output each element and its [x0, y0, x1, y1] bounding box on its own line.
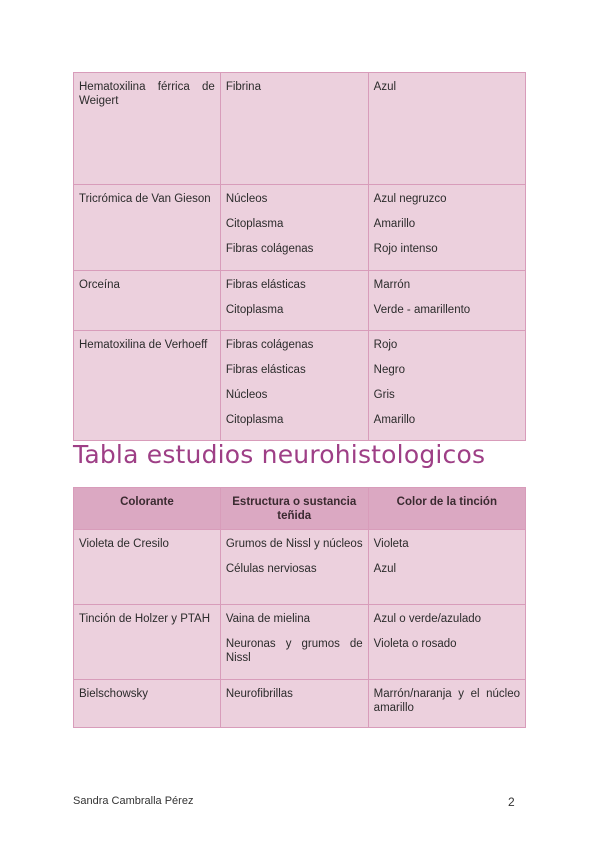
column-header-estructura: Estructura o sustancia teñida	[220, 488, 368, 530]
table-row	[74, 530, 526, 605]
color-cell	[368, 271, 525, 331]
stain-name-cell: Hematoxilina de Verhoeff	[74, 331, 221, 441]
color-line: Verde - amarillento	[373, 304, 471, 316]
structure-cell	[220, 605, 368, 680]
table-row	[74, 73, 526, 185]
structure-line: Citoplasma	[225, 304, 284, 316]
stain-name-cell: Hematoxilina férrica de Weigert	[74, 73, 221, 185]
structure-line: Células nerviosas	[225, 563, 317, 575]
color-line: Violeta o rosado	[373, 638, 457, 650]
section-title: Tabla estudios neurohistologicos	[73, 440, 486, 469]
structure-line: Neuronas y grumos de Nissl	[225, 638, 363, 664]
color-line: Amarillo	[373, 218, 416, 230]
color-line: Marrón	[373, 279, 411, 291]
footer-author: Sandra Cambralla Pérez	[73, 795, 194, 807]
column-header-color: Color de la tinción	[368, 488, 525, 530]
column-header-colorante: Colorante	[74, 488, 221, 530]
color-line: Azul o verde/azulado	[373, 613, 482, 625]
structure-cell	[220, 331, 368, 441]
structure-line: Fibras colágenas	[225, 243, 314, 255]
structure-line: Neurofibrillas	[225, 688, 293, 700]
structure-cell	[220, 680, 368, 728]
structure-line: Fibras colágenas	[225, 339, 314, 351]
stain-name-cell: Orceína	[74, 271, 221, 331]
stain-name-cell: Tinción de Holzer y PTAH	[74, 605, 221, 680]
table-row	[74, 605, 526, 680]
neurohistology-table	[73, 487, 526, 728]
color-line: Rojo	[373, 339, 398, 351]
structure-cell	[220, 530, 368, 605]
structure-line: Vaina de mielina	[225, 613, 310, 625]
structure-line: Citoplasma	[225, 218, 284, 230]
color-line: Marrón/naranja y el núcleo amarillo	[373, 688, 520, 714]
stain-name-cell: Bielschowsky	[74, 680, 221, 728]
color-cell	[368, 680, 525, 728]
stain-name-cell: Tricrómica de Van Gieson	[74, 185, 221, 271]
color-line: Azul	[373, 81, 397, 93]
color-line: Azul negruzco	[373, 193, 447, 205]
color-line: Violeta	[373, 538, 409, 550]
color-line: Amarillo	[373, 414, 416, 426]
color-cell	[368, 605, 525, 680]
color-line: Negro	[373, 364, 405, 376]
structure-line: Citoplasma	[225, 414, 284, 426]
structure-line: Fibras elásticas	[225, 364, 306, 376]
color-cell	[368, 185, 525, 271]
stains-table	[73, 72, 526, 441]
table-row	[74, 331, 526, 441]
structure-line: Grumos de Nissl y núcleos	[225, 538, 363, 550]
structure-cell	[220, 271, 368, 331]
color-line: Gris	[373, 389, 395, 401]
color-line: Azul	[373, 563, 397, 575]
structure-cell	[220, 185, 368, 271]
color-cell	[368, 73, 525, 185]
color-line: Rojo intenso	[373, 243, 438, 255]
color-cell	[368, 530, 525, 605]
table-row	[74, 680, 526, 728]
structure-cell	[220, 73, 368, 185]
stain-name-cell: Violeta de Cresilo	[74, 530, 221, 605]
structure-line: Núcleos	[225, 193, 268, 205]
structure-line: Núcleos	[225, 389, 268, 401]
table-row	[74, 185, 526, 271]
header-row	[74, 488, 526, 530]
table-row	[74, 271, 526, 331]
color-cell	[368, 331, 525, 441]
structure-line: Fibrina	[225, 81, 261, 93]
structure-line: Fibras elásticas	[225, 279, 306, 291]
page-number: 2	[508, 795, 515, 809]
